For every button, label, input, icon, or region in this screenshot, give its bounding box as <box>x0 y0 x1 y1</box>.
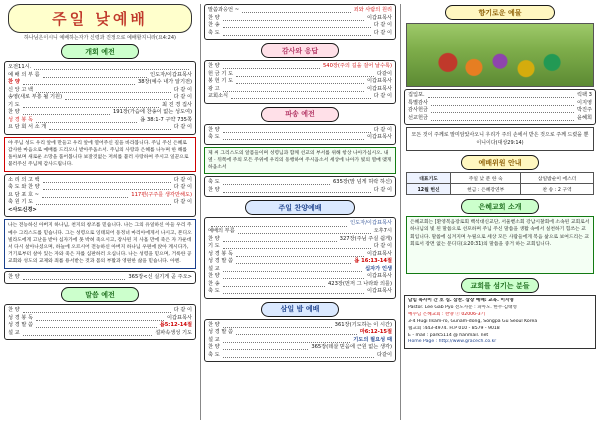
section-header-church-intro: 은혜교회 소개 <box>461 199 539 214</box>
order-row: 찬 송 다 같 이 <box>208 22 392 29</box>
table-row: 12월 헌신 헌금 : 은혜강연부 찬 송 : 2 구역 <box>407 184 594 195</box>
order-row: 기 도 다 같 이 <box>208 243 392 250</box>
order-row: 신 앙 고 백 다 같 이 <box>8 86 192 93</box>
sermon-top-section <box>204 4 396 40</box>
order-row: 말씀과응언 ~ 죄와 사람의 원리 <box>208 7 392 13</box>
order-row: 찬 양 이갑표목사 <box>208 14 392 21</box>
section-header-worship-committee: 예배위원 안내 <box>461 155 539 170</box>
wednesday-section <box>204 319 396 363</box>
order-row: 광 고 이갑표목사 <box>208 85 392 92</box>
order-row: 성 경 봉 독 이갑표목사 <box>8 314 192 321</box>
order-row: 축 원 기 도 다 같 이 <box>8 199 192 206</box>
section-header-wednesday: 삼일 밤 예배 <box>261 302 339 317</box>
order-row: 요 담 회 서 소 개 다 같 이 <box>8 124 192 131</box>
officer-row: 특별감사 이지영 <box>408 99 592 106</box>
order-row: 찬 양 365장<신 실기게 곧 주오> <box>8 273 192 280</box>
order-row: 축 도 635장(맘 넘게 허락 하신) <box>208 179 392 186</box>
footer-line: Pastor. Lee Gab Pyo 전도사문 : 피아노. 한주·김태영 <box>408 305 517 311</box>
footer-line: E - mail : park5114 @ hanmail. net <box>408 332 489 338</box>
fruit-photo <box>406 23 594 87</box>
sending-section-2 <box>204 176 396 197</box>
order-row: 요 담 포 호 ~ 117편(구주를 생각만해도) <box>8 191 192 198</box>
church-intro-text: 은혜교회는 [환영복음장로회 백석대신교단, 서울벧소회 강남시찰회에 소속된 교회로서 하나님의 빛 된 말씀으로 선포하며 주님 주신 말씀을 생활 속에서 실천하기 힘쓰는 교회입니다. 말씀에 심겨지며 누릴으로 세상 모든 사람들에게 복음 삶으로 보여드리는 교회로서 장면 없는 문디디(요20:31)의 말씀을 중거 하는 교회입니다. <box>406 216 594 274</box>
order-row: 성 경 봉 독 욥 38:1-7 구약 735쪽 <box>8 116 192 123</box>
order-row: 봉 헌 기 도 이갑표목사 <box>208 78 392 85</box>
order-row: 설 교 십자가 인생 <box>208 265 392 272</box>
order-row: 축 도 이갑표목사 <box>208 134 392 141</box>
order-row: 찬 양 540장(주의 길을 걸어 날수록) <box>208 63 392 70</box>
order-row: <사도신경> <box>8 206 37 213</box>
order-row: 송영(새로 부흥 될 기원) 다 같 이 <box>8 94 192 101</box>
order-row: 성 경 봉 독 이갑표목사 <box>208 250 392 257</box>
offering-verse: 모든 것이 주께로 말미암았사오니 우리가 주의 손에서 받은 것으로 주께 드렸을 뿐이니이다(대상29:14) <box>406 127 594 151</box>
order-row: 찬 양 이갑표목사 <box>208 273 392 280</box>
apostles-creed-note: 나는 전능하신 아버지 하나님, 천지의 창조를 믿습니다. 나는 그의 유일하신 아들 우리 주 예수 그리스도를 믿습니다. 그는 성령으로 잉태되어 동정녀 마리아에게서 나시고, 본디오 빌라도에게 고난을 받아 십자가에 못 박혀 죽으시고, 장사된 지 사흘 만에 죽은 자 가운데서 다시 살아나셨으며, 하늘에 오르시어 전능하신 아버지 하나님 우편에 앉아 계시다가, 거기로부터 살아 있는 자와 죽은 자를 심판하러 오십니다. 나는 성령을 믿으며, 거룩한 공교회와 성도의 교제와 죄를 용서받는 것과 몸의 부활과 영원한 삶을 믿습니다. 아멘. <box>4 219 196 268</box>
order-row: 성 경 말 씀 마6:12-15절 <box>208 329 392 336</box>
sending-section <box>204 124 396 145</box>
footer-line: 담임 목사이 간 호 심. 삼찬. 삼장 예배: 교육. 이지영 <box>408 298 514 304</box>
order-row: 찬 양 다 같 이 <box>208 126 392 133</box>
order-row: 찬 양 38장(예수 내가 알기전) <box>8 79 192 86</box>
order-row: 찬 양 365장(데살 믿음에 근원 없는 생각) <box>208 344 392 351</box>
order-row: 성 경 말 씀 욥 16:13-14절 <box>208 258 392 265</box>
order-row: 설 교 설파속생성 기도 <box>8 329 192 336</box>
opening-section-3 <box>4 271 196 285</box>
footer-line: 예수님 은혜교회 : 찬양 ⓒ 02006-3기 <box>408 311 486 317</box>
order-row: 성 경 말 씀 욥5:12-14절 <box>8 322 192 329</box>
order-row: 예 배 의 부 름 인도자/이갑표목사 <box>8 71 192 78</box>
bulletin-title: 주일 낮예배 <box>8 4 192 33</box>
section-header-sending: 파송 예전 <box>261 107 339 122</box>
order-row: 축 도 다 같 이 <box>208 29 392 36</box>
column-right <box>400 0 600 424</box>
worship-committee-table <box>406 172 594 195</box>
footer-line: 3-4 Hugi Ilsam-ro, Gunam-dong, Songpa Gu Seoul Korea <box>408 318 538 324</box>
opening-section-2 <box>4 174 196 218</box>
section-header-word: 말씀 예전 <box>61 287 139 302</box>
order-row: 기 도 최 진 경 집사 <box>8 101 192 108</box>
bulletin-subtitle: 하나님은이시니 예배하는자가 신령과 진정으로 예배할지니라(요4:24) <box>24 35 176 41</box>
evening-praise-section <box>204 217 396 298</box>
section-header-evening-praise: 주일 찬양예배 <box>245 200 355 215</box>
footer-line-homepage[interactable]: Home Page : http://www.gracech.co.kr <box>408 339 497 345</box>
order-row: 헌 금 기 도 다같이 <box>208 70 392 77</box>
church-contact-footer <box>404 295 596 349</box>
opening-section <box>4 61 196 135</box>
benediction-note: 제 씨 그리스도의 알몸들이며 성령님과 함께 선교의 부서를 위해 항상 나아가십시오. 내 옆 · 뒤쪽에 주의 모든 주위에 우리의 동행하여 주시옵소서 세상에 나아가 빛의 열매 맺게 하옵소서 <box>204 147 396 175</box>
order-row: 예배의 부름 오후7시 <box>208 228 392 234</box>
table-row: 대표기도 주일 낮 분 한 숙 삼일밤순이 에스더 <box>407 173 594 184</box>
section-header-thanks: 감사와 응답 <box>261 43 339 58</box>
word-section <box>4 304 196 340</box>
offering-officers <box>404 89 596 125</box>
order-row: 인도자/이갑표목사 <box>208 220 392 228</box>
order-row: 찬 양 361장(기도하는 이 시간) <box>208 321 392 328</box>
order-row: 축 도 이갑표목사 <box>208 288 392 295</box>
order-row: 찬 양 다 같 이 <box>8 307 192 314</box>
column-middle <box>200 0 400 424</box>
officer-row: 집입포. 릭팩 3 <box>408 92 592 98</box>
section-header-servants: 교회를 섬기는 분들 <box>461 278 539 293</box>
officer-row: 선교헌금 윤혜희 <box>408 114 592 121</box>
order-row: 찬 송 423장(먼저 그 나라와 의를) <box>208 280 392 287</box>
order-row: 찬 양 327장(주님 주실 쉽게) <box>208 235 392 242</box>
order-row: 설 교 기도의 필요성 때 <box>208 336 392 343</box>
column-left <box>0 0 200 424</box>
footer-line: 웹교회 :443-4974. H.P 010 - 8579 - 9018 <box>408 325 500 331</box>
thanks-section <box>204 60 396 104</box>
order-row: 찬 양 다 같 이 <box>208 186 392 193</box>
section-header-offering-title: 향기로운 예물 <box>445 5 555 20</box>
order-row: 오전11시. <box>8 64 192 72</box>
prayer-note: 야 주님 성도 우리 앞에 만들고 우리 앞에 열어주신 길을 바라봅니다. 주님 주신 은혜로 감사한 마음으로 예배를 드리오니 받아주옵소서. 주님의 사랑과 은혜를 나누며 한 해를 돌아보며 새로운 소망을 품어봅니다 보잘것없는 저희를 불러 사랑하여 주시고 일꾼으로 불러주신 주님께 감사드립니다. <box>4 137 196 172</box>
order-row: 축 도 와 찬 양 다 같 이 <box>8 184 192 191</box>
section-header-opening: 개회 예전 <box>61 44 139 59</box>
order-row: 찬 양 191장(가슴에 찬송이 없는 성도여) <box>8 109 192 116</box>
order-row: 소 리 의 고 백 다 같 이 <box>8 176 192 183</box>
order-row: 축 도 다같이 <box>208 351 392 358</box>
officer-row: 감사헌금 박진주 <box>408 107 592 114</box>
order-row: 교회소식 다 같 이 <box>208 93 392 100</box>
